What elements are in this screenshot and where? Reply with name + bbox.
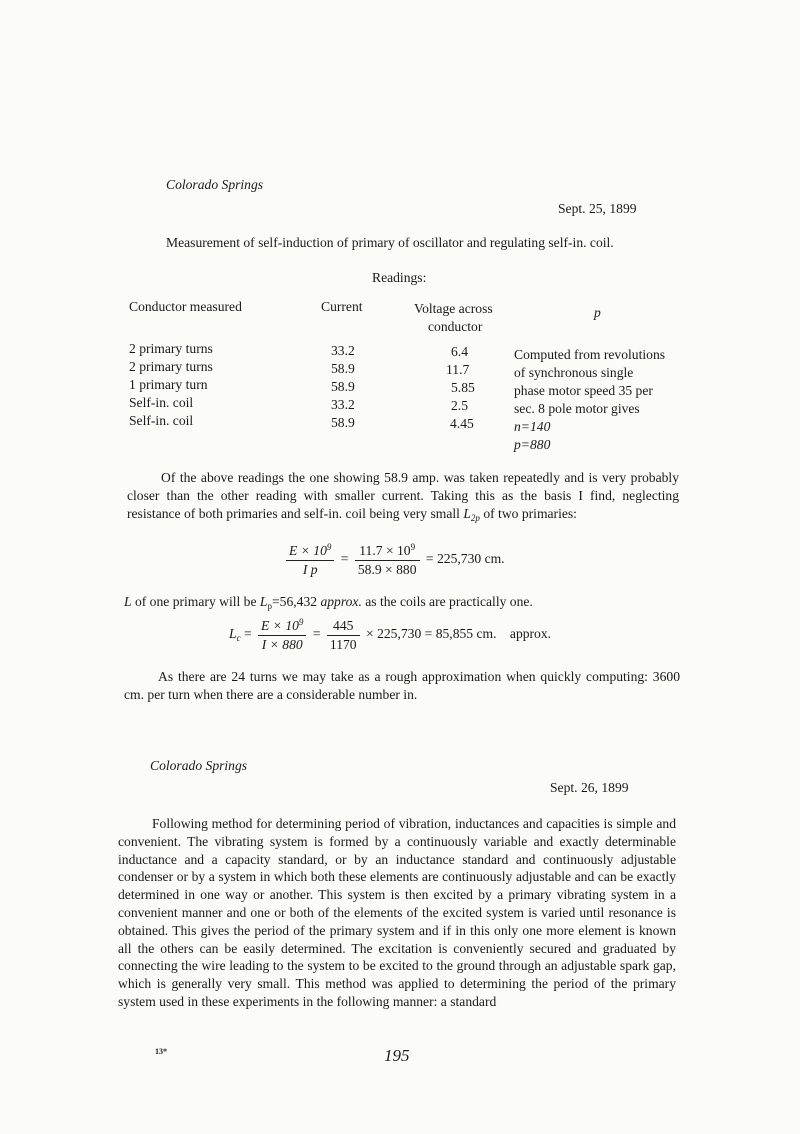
header-voltage-2: conductor <box>428 319 483 334</box>
table-row-3-current: 58.9 <box>331 379 355 394</box>
entry2-date: Sept. 26, 1899 <box>550 780 629 795</box>
eq2-lhs <box>229 626 241 644</box>
paragraph-method: Following method for determining period of vibration, inductances and capacities is simple and convenient. The vibrating system is formed by a continuously variable and exactly determinable inductance and a capacity standard, or by an inductance standard and continuously adjustable condenser or by a system in which both these elements are continuously adjustable and can be exactly determined in one way or another. This system is then excited by a primary vibrating system in a convenient manner and one or both of the elements of the excited system is varied until resonance is obtained. This gives the period of the primary system and if in this only one more element is known all the others can be easily determined. The excitation is conveniently secured and graduated by connecting the wire leading to the system to be excited to the ground through an adjustable spark gap, which is generally very small. This method was applied to determining the period of the primary system used in these experiments in the following manner: a standard <box>118 816 676 1009</box>
lp-value: =56,432 <box>271 594 321 609</box>
eq1-fraction-left <box>286 542 334 578</box>
p-note-line-1: Computed from revolutions <box>514 347 666 362</box>
header-current: Current <box>321 299 363 314</box>
p-note-line-4: sec. 8 pole motor gives <box>514 401 640 416</box>
eq2-fraction-left <box>258 617 306 653</box>
paragraph-readings-analysis-tail: of two primaries: <box>483 506 577 522</box>
eq2-denominator-right: 1170 <box>329 636 357 652</box>
equation-primary-inductance <box>283 542 505 578</box>
lp-symbol: L <box>259 594 268 609</box>
equation-coil-inductance <box>229 617 551 653</box>
line-one-primary-text: of one primary will be <box>131 594 260 609</box>
table-row-3-conductor: 1 primary turn <box>129 377 208 392</box>
eq2-denominator-left: I × 880 <box>261 637 303 652</box>
paragraph-readings-analysis-text: Of the above readings the one showing 58.9 amp. was taken repeatedly and is very probably closer than the other reading with smaller current. Taking this as the basis I find, neglecting resistance of both primaries and self-in. coil being very small <box>127 470 679 522</box>
p-note-line-3: phase motor speed 35 per <box>514 383 653 398</box>
table-row-4-current: 33.2 <box>331 397 355 412</box>
eq1-denominator-right: 58.9 × 880 <box>357 562 417 577</box>
table-row-5-conductor: Self-in. coil <box>129 413 194 428</box>
p-note-line-5: n=140 <box>514 419 551 434</box>
entry1-place: Colorado Springs <box>166 177 264 192</box>
page-number: 195 <box>384 1046 410 1065</box>
eq1-numerator-left <box>286 542 334 561</box>
eq1-equals: = <box>340 551 349 567</box>
line-one-primary <box>124 594 533 611</box>
eq1-result: = 225,730 cm. <box>425 551 505 567</box>
header-voltage: Voltage across <box>414 301 493 316</box>
lp-subscript: p <box>267 601 272 611</box>
eq2-numerator-right: 445 <box>327 618 360 636</box>
lp-approx: approx. <box>320 594 362 609</box>
eq2-result: × 225,730 = 85,855 cm. <box>366 626 497 642</box>
entry2-place: Colorado Springs <box>150 758 248 773</box>
table-row-5-voltage: 4.45 <box>450 416 474 431</box>
paragraph-approximation: As there are 24 turns we may take as a rough approximation when quickly computing: 3600 cm. per turn when there are a considerable number in. <box>124 669 680 703</box>
eq1-num-left-exp: 9 <box>326 542 332 552</box>
eq2-lhs-letter: L <box>229 626 237 642</box>
readings-heading: Readings: <box>372 270 427 285</box>
eq1-num-left-text: E × 10 <box>289 543 327 558</box>
eq1-numerator-right <box>355 542 420 561</box>
eq1-num-right-exp: 9 <box>410 542 416 552</box>
entry1-date: Sept. 25, 1899 <box>558 201 637 216</box>
table-row-1-current: 33.2 <box>331 343 355 358</box>
p-note-line-6: p=880 <box>514 437 551 452</box>
eq2-equals-2: = <box>312 626 321 642</box>
l-symbol: L <box>124 594 132 609</box>
l2p-letter: L <box>463 506 471 522</box>
eq1-num-right-text: 11.7 × 10 <box>359 543 411 558</box>
table-row-4-voltage: 2.5 <box>451 398 468 413</box>
header-p: p <box>594 305 601 320</box>
table-row-2-voltage: 11.7 <box>446 362 470 377</box>
eq2-num-left-exp: 9 <box>298 617 304 627</box>
eq2-num-left-text: E × 10 <box>261 618 299 633</box>
p-note-line-2: of synchronous single <box>514 365 634 380</box>
table-row-1-conductor: 2 primary turns <box>129 341 213 356</box>
table-row-5-current: 58.9 <box>331 415 355 430</box>
line-one-primary-end: as the coils are practically one. <box>361 594 533 609</box>
header-conductor: Conductor measured <box>129 299 242 314</box>
eq2-numerator-left <box>258 617 306 636</box>
eq2-fraction-right <box>327 618 360 653</box>
signature-mark: 13* <box>155 1047 167 1056</box>
eq1-fraction-right <box>355 542 420 578</box>
eq2-approx: approx. <box>509 626 552 642</box>
eq2-equals-1: = <box>243 626 252 642</box>
eq1-denominator-left: I p <box>302 562 318 577</box>
eq2-lhs-subscript: c <box>236 633 241 644</box>
entry1-title: Measurement of self-induction of primary of oscillator and regulating self-in. coil. <box>166 235 614 250</box>
table-row-4-conductor: Self-in. coil <box>129 395 194 410</box>
l2p-symbol <box>463 506 480 524</box>
table-row-1-voltage: 6.4 <box>451 344 468 359</box>
table-row-2-conductor: 2 primary turns <box>129 359 213 374</box>
table-row-3-voltage: 5.85 <box>451 380 475 395</box>
table-row-2-current: 58.9 <box>331 361 355 376</box>
l2p-subscript: 2p <box>470 513 480 524</box>
paragraph-readings-analysis <box>127 469 679 528</box>
